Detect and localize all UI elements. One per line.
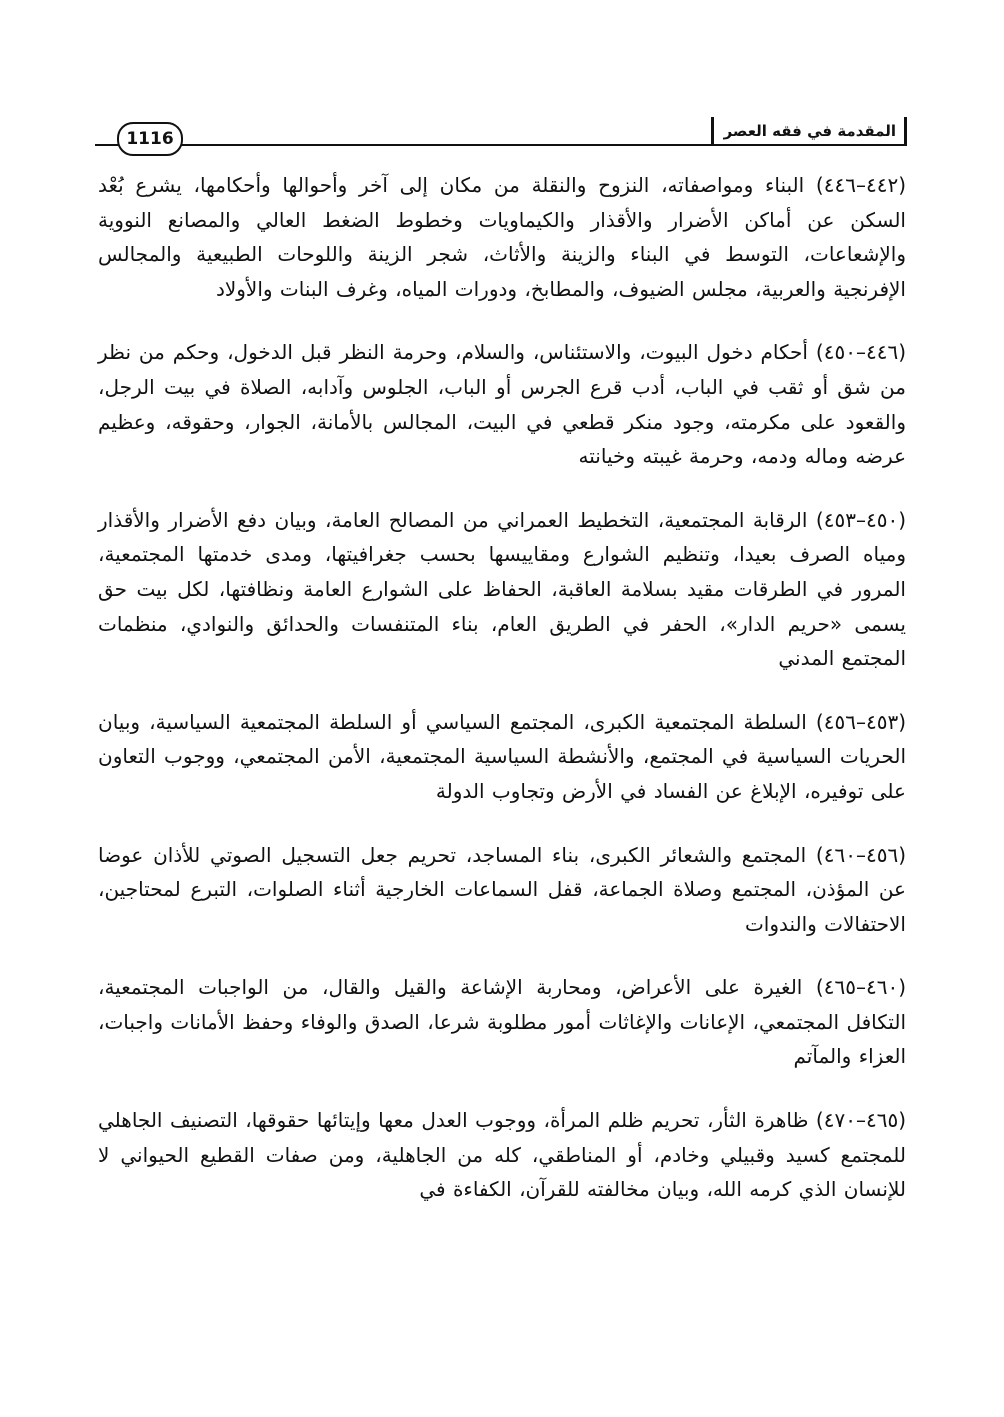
paragraph-text: ظاهرة الثأر، تحريم ظلم المرأة، ووجوب العدل معها وإيتائها حقوقها، التصنيف الجاهلي للمجتمع كسيد وقبيلي وخادم، أو المناطقي، كله من الجاهلية، ومن صفات القطيع الحيواني لا للإنسان الذي كرمه الله، وبيان مخالفته للقرآن، الكفاءة في — [98, 1108, 906, 1202]
page-range: (٤٦٠–٤٦٥) — [815, 975, 906, 1000]
paragraph-text: المجتمع والشعائر الكبرى، بناء المساجد، تحريم جعل التسجيل الصوتي للأذان عوضا عن المؤذن، المجتمع وصلاة الجماعة، قفل السماعات الخارجية أثناء الصلوات، التبرع لمحتاجين، الاحتفالات والندوات — [98, 842, 906, 936]
index-paragraph — [98, 168, 906, 306]
paragraph-text: أحكام دخول البيوت، والاستئناس، والسلام، وحرمة النظر قبل الدخول، وحكم من نظر من شق أو ثقب في الباب، أدب قرع الجرس أو الباب، الجلوس وآدابه، الصلاة في بيت الرجل، والقعود على مكرمته، وجود منكر قطعي في البيت، المجالس بالأمانة، الجوار، وحقوقه، وعظيم عرضه وماله ودمه، وحرمة غيبته وخيانته — [98, 340, 906, 469]
header-rule — [95, 144, 907, 146]
page-range: (٤٤٦–٤٥٠) — [815, 340, 907, 365]
index-paragraph — [98, 970, 906, 1074]
paragraph-text: السلطة المجتمعية الكبرى، المجتمع السياسي أو السلطة المجتمعية السياسية، وبيان الحريات السياسية في المجتمع، والأنشطة السياسية المجتمعية، الأمن المجتمعي، ووجوب التعاون على توفيره، الإبلاغ عن الفساد في الأرض وتجاوب الدولة — [98, 709, 906, 803]
page-range: (٤٥٦–٤٦٠) — [815, 842, 907, 867]
page-range: (٤٤٢–٤٤٦) — [815, 173, 907, 197]
index-paragraph — [98, 838, 906, 942]
paragraph-text: الرقابة المجتمعية، التخطيط العمراني من المصالح العامة، وبيان دفع الأضرار والأقذار ومياه الصرف بعيدا، وتنظيم الشوارع ومقاييسها بحسب جغرافيتها، ومدى خدمتها المجتمعية، المرور في الطرقات مقيد بسلامة العاقبة، الحفاظ على الشوارع العامة ونظافتها، لكل بيت حق يسمى «حريم الدار»، الحفر في الطريق العام، بناء المتنفسات والحدائق والنوادي، منظمات المجتمع المدني — [98, 507, 906, 671]
page-number: 1116 — [126, 129, 174, 149]
page-header — [95, 114, 907, 150]
page-number-badge — [117, 122, 183, 156]
index-paragraph — [98, 503, 906, 676]
book-title: المقدمة في فقه العصر — [723, 121, 896, 140]
page-range: (٤٦٥–٤٧٠) — [815, 1108, 906, 1133]
paragraph-text: البناء ومواصفاته، النزوح والنقلة من مكان إلى آخر وأحوالها وأحكامها، يشرع بُعْد السكن عن أماكن الأضرار والأقذار والكيماويات وخطوط الضغط العالي والمصانع النووية والإشعاعات، التوسط في البناء والزينة والأثاث، شجر الزينة واللوحات الطبيعية والمجالس الإفرنجية والعربية، مجلس الضيوف، والمطابخ، ودورات المياه، وغرف البنات والأولاد — [98, 173, 906, 301]
index-paragraph — [98, 335, 906, 473]
index-paragraph — [98, 1103, 906, 1207]
page-range: (٤٥٣–٤٥٦) — [815, 709, 907, 734]
page-body — [98, 168, 906, 1207]
paragraph-text: الغيرة على الأعراض، ومحاربة الإشاعة والقيل والقال، من الواجبات المجتمعية، التكافل المجتمعي، الإعانات والإغاثات أمور مطلوبة شرعا، الصدق والوفاء وحفظ الأمانات واجبات، العزاء والمآتم — [98, 975, 906, 1069]
index-paragraph — [98, 705, 906, 809]
page-range: (٤٥٠–٤٥٣) — [815, 507, 906, 532]
book-title-box — [711, 117, 907, 144]
